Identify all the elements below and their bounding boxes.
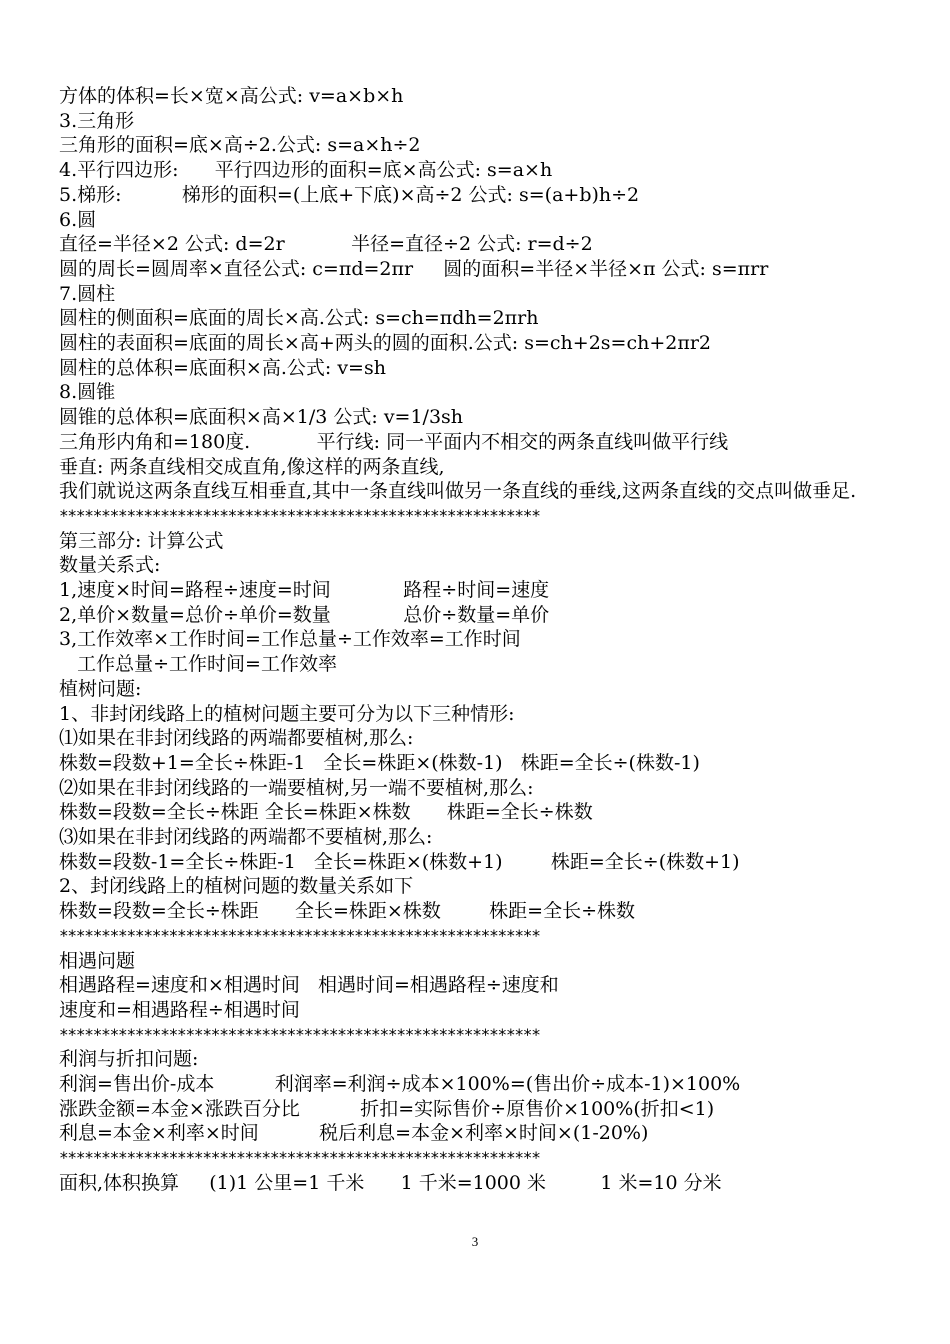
text-line: 直径=半径×2 公式: d=2r 半径=直径÷2 公式: r=d÷2: [59, 233, 593, 256]
text-line: ⑶如果在非封闭线路的两端都不要植树,那么:: [59, 826, 433, 849]
text-line: ⑴如果在非封闭线路的两端都要植树,那么:: [59, 727, 414, 750]
text-line: 涨跌金额=本金×涨跌百分比 折扣=实际售价÷原售价×100%(折扣<1): [59, 1097, 715, 1120]
text-line: 株数=段数=全长÷株距 全长=株距×株数 株距=全长÷株数: [59, 900, 635, 923]
text-line: 株数=段数-1=全长÷株距-1 全长=株距×(株数+1) 株距=全长÷(株数+1): [59, 850, 740, 873]
text-line: 工作总量÷工作时间=工作效率: [59, 653, 337, 676]
text-line: 圆柱的表面积=底面的周长×高+两头的圆的面积.公式: s=ch+2s=ch+2πr2: [59, 332, 712, 355]
text-line: 方体的体积=长×宽×高公式: v=a×b×h: [59, 85, 404, 107]
page-number: 3: [471, 1234, 479, 1249]
text-line: 利润与折扣问题:: [59, 1048, 199, 1071]
separator-line: *********************************************************: [59, 1024, 540, 1044]
text-line: 圆锥的总体积=底面积×高×1/3 公式: v=1/3sh: [59, 406, 464, 429]
text-line: 圆的周长=圆周率×直径公式: c=πd=2πr 圆的面积=半径×半径×π 公式: s=πrr: [59, 257, 769, 280]
text-line: 相遇问题: [59, 949, 136, 972]
page-body: [59, 84, 899, 1196]
text-line: 速度和=相遇路程÷相遇时间: [59, 998, 300, 1021]
text-line: 利息=本金×利率×时间 税后利息=本金×利率×时间×(1-20%): [59, 1122, 649, 1145]
text-line: 圆柱的总体积=底面积×高.公式: v=sh: [59, 356, 386, 379]
text-line: 2、封闭线路上的植树问题的数量关系如下: [59, 875, 414, 898]
text-line: 2,单价×数量=总价÷单价=数量 总价÷数量=单价: [59, 603, 550, 626]
text-line: 面积,体积换算 (1)1 公里=1 千米 1 千米=1000 米 1 米=10 分米: [59, 1171, 722, 1194]
text-line: 三角形内角和=180度. 平行线: 同一平面内不相交的两条直线叫做平行线: [59, 430, 729, 453]
text-line: 6.圆: [59, 208, 97, 231]
text-line: 8.圆锥: [59, 381, 116, 404]
text-line: 1、非封闭线路上的植树问题主要可分为以下三种情形:: [59, 702, 515, 725]
text-paragraph: 我们就说这两条直线互相垂直,其中一条直线叫做另一条直线的垂线,这两条直线的交点叫做垂足.: [59, 480, 857, 503]
text-line: 相遇路程=速度和×相遇时间 相遇时间=相遇路程÷速度和: [59, 974, 559, 997]
text-line: 垂直: 两条直线相交成直角,像这样的两条直线,: [59, 455, 445, 478]
text-line: 3,工作效率×工作时间=工作总量÷工作效率=工作时间: [59, 628, 521, 651]
separator-line: *********************************************************: [59, 925, 540, 945]
text-line: 利润=售出价-成本 利润率=利润÷成本×100%=(售出价÷成本-1)×100%: [59, 1073, 741, 1096]
text-line: 三角形的面积=底×高÷2.公式: s=a×h÷2: [59, 134, 421, 157]
text-line: ⑵如果在非封闭线路的一端要植树,另一端不要植树,那么:: [59, 776, 534, 799]
text-line: 植树问题:: [59, 677, 142, 700]
text-line: 7.圆柱: [59, 282, 116, 305]
separator-line: *********************************************************: [59, 1148, 540, 1168]
text-line: 第三部分: 计算公式: [59, 529, 224, 552]
text-line: 株数=段数+1=全长÷株距-1 全长=株距×(株数-1) 株距=全长÷(株数-1): [59, 751, 700, 774]
text-line: 3.三角形: [59, 109, 135, 132]
text-line: 5.梯形: 梯形的面积=(上底+下底)×高÷2 公式: s=(a+b)h÷2: [59, 183, 640, 206]
text-line: 圆柱的侧面积=底面的周长×高.公式: s=ch=πdh=2πrh: [59, 307, 539, 330]
text-line: 1,速度×时间=路程÷速度=时间 路程÷时间=速度: [59, 579, 550, 602]
separator-line: *********************************************************: [59, 505, 540, 525]
text-line: 数量关系式:: [59, 554, 161, 577]
text-line: 株数=段数=全长÷株距 全长=株距×株数 株距=全长÷株数: [59, 801, 593, 824]
text-line: 4.平行四边形: 平行四边形的面积=底×高公式: s=a×h: [59, 159, 553, 182]
